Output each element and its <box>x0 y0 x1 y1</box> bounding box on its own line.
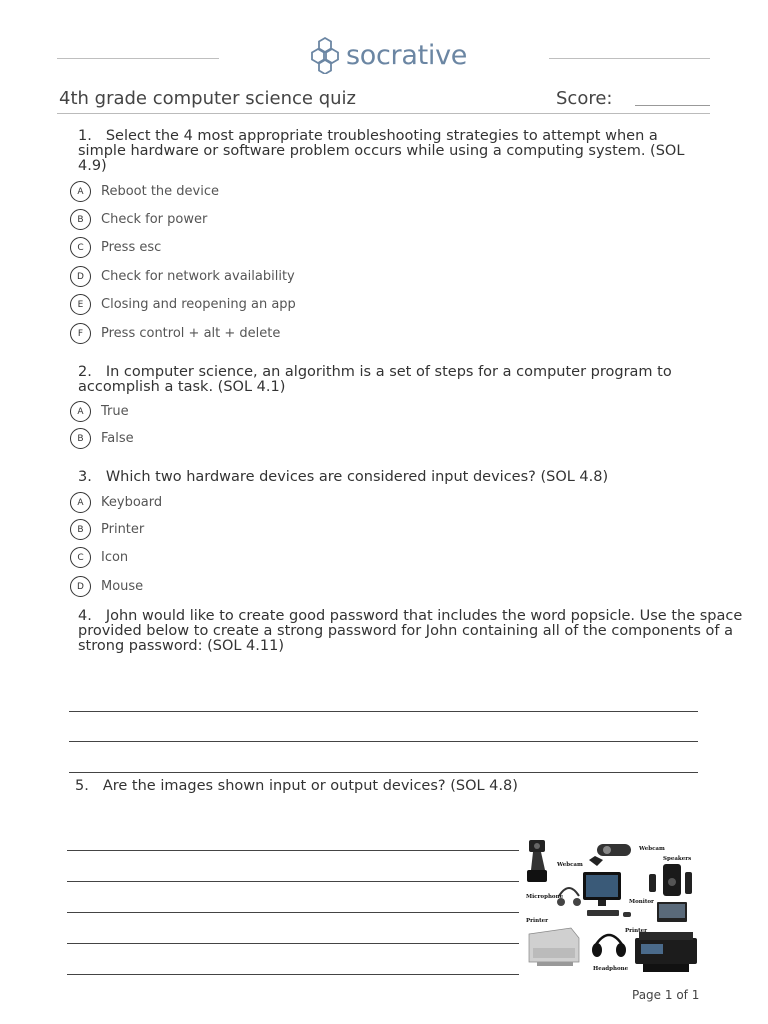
option-1e[interactable] <box>70 294 296 315</box>
header-rule-left <box>57 58 219 59</box>
option-label: Printer <box>101 522 145 537</box>
option-circle[interactable]: B <box>70 519 91 540</box>
logo-text: socrative <box>346 39 468 71</box>
score-blank-line[interactable] <box>635 105 710 106</box>
label-webcam-left: Webcam <box>557 862 583 868</box>
printer-left-icon <box>529 928 579 966</box>
answer-line[interactable] <box>69 772 698 773</box>
option-circle[interactable]: A <box>70 492 91 513</box>
option-circle[interactable]: B <box>70 209 91 230</box>
score-label: Score: <box>556 88 613 109</box>
option-label: Mouse <box>101 579 144 594</box>
option-1b[interactable] <box>70 209 207 230</box>
headphone-icon <box>592 935 626 957</box>
question-number: 5. <box>75 778 89 794</box>
question-number: 4. <box>78 608 92 624</box>
label-speakers: Speakers <box>663 856 692 862</box>
question-text: Which two hardware devices are considered input devices? (SOL 4.8) <box>105 469 609 485</box>
question-number: 2. <box>78 364 92 380</box>
question-text: In computer science, an algorithm is a set of steps for a computer program to accomplish a task. (SOL 4.1) <box>78 364 672 395</box>
answer-line[interactable] <box>67 974 519 975</box>
label-headphone: Headphone <box>593 966 629 972</box>
question-1 <box>78 129 703 174</box>
question-3 <box>78 470 703 485</box>
answer-line[interactable] <box>67 881 519 882</box>
answer-line[interactable] <box>69 711 698 712</box>
option-circle[interactable]: A <box>70 181 91 202</box>
option-circle[interactable]: B <box>70 428 91 449</box>
question-number: 1. <box>78 128 92 144</box>
option-1a[interactable] <box>70 181 219 202</box>
option-circle[interactable]: A <box>70 401 91 422</box>
header-rule-right <box>549 58 710 59</box>
answer-line[interactable] <box>69 741 698 742</box>
option-1d[interactable] <box>70 266 295 287</box>
label-microphone: Microphone <box>526 894 564 900</box>
option-2b[interactable] <box>70 428 134 449</box>
webcam-top-icon <box>589 844 631 866</box>
option-3c[interactable] <box>70 547 128 568</box>
answer-line[interactable] <box>67 850 519 851</box>
option-2a[interactable] <box>70 401 129 422</box>
option-label: Keyboard <box>101 495 163 510</box>
question-text: Are the images shown input or output devices? (SOL 4.8) <box>102 778 518 794</box>
header-divider <box>57 113 710 114</box>
monitor-icon <box>583 872 631 917</box>
socrative-logo <box>309 36 467 74</box>
option-circle[interactable]: D <box>70 576 91 597</box>
question-text: John would like to create good password that includes the word popsicle. Use the space provided below to create a strong password for John containing all of the components of a strong password: (SOL 4.11) <box>78 608 743 654</box>
option-label: Press esc <box>101 240 162 255</box>
option-3d[interactable] <box>70 576 143 597</box>
devices-collage-image <box>523 838 701 980</box>
option-circle[interactable]: C <box>70 237 91 258</box>
question-4 <box>78 609 758 654</box>
question-number: 3. <box>78 469 92 485</box>
question-text: Select the 4 most appropriate troubleshooting strategies to attempt when a simple hardware or software problem occurs while using a computing system. (SOL 4.9) <box>78 128 685 174</box>
label-webcam-top: Webcam <box>639 846 665 852</box>
option-1c[interactable] <box>70 237 161 258</box>
printer-right-icon <box>635 932 697 972</box>
label-printer-right: Printer <box>625 928 648 934</box>
option-label: Check for network availability <box>101 269 295 284</box>
option-3b[interactable] <box>70 519 144 540</box>
page-number: Page 1 of 1 <box>632 988 700 1002</box>
option-label: False <box>101 431 134 446</box>
speakers-icon <box>649 864 692 896</box>
option-label: Closing and reopening an app <box>101 297 296 312</box>
option-label: Reboot the device <box>101 184 220 199</box>
option-circle[interactable]: C <box>70 547 91 568</box>
answer-line[interactable] <box>67 912 519 913</box>
option-label: True <box>101 404 129 419</box>
option-label: Icon <box>101 550 129 565</box>
option-label: Check for power <box>101 212 208 227</box>
answer-line[interactable] <box>67 943 519 944</box>
option-circle[interactable]: D <box>70 266 91 287</box>
option-circle[interactable]: E <box>70 294 91 315</box>
label-monitor: Monitor <box>629 899 654 905</box>
option-3a[interactable] <box>70 492 162 513</box>
webcam-left-icon <box>527 840 547 882</box>
option-1f[interactable] <box>70 323 280 344</box>
hexagon-logo-icon <box>309 36 341 74</box>
option-circle[interactable]: F <box>70 323 91 344</box>
option-label: Press control + alt + delete <box>101 326 281 341</box>
question-2 <box>78 365 703 395</box>
label-printer-left: Printer <box>526 918 549 924</box>
small-monitor-icon <box>657 902 687 922</box>
quiz-title: 4th grade computer science quiz <box>59 88 356 109</box>
question-5 <box>75 779 715 794</box>
